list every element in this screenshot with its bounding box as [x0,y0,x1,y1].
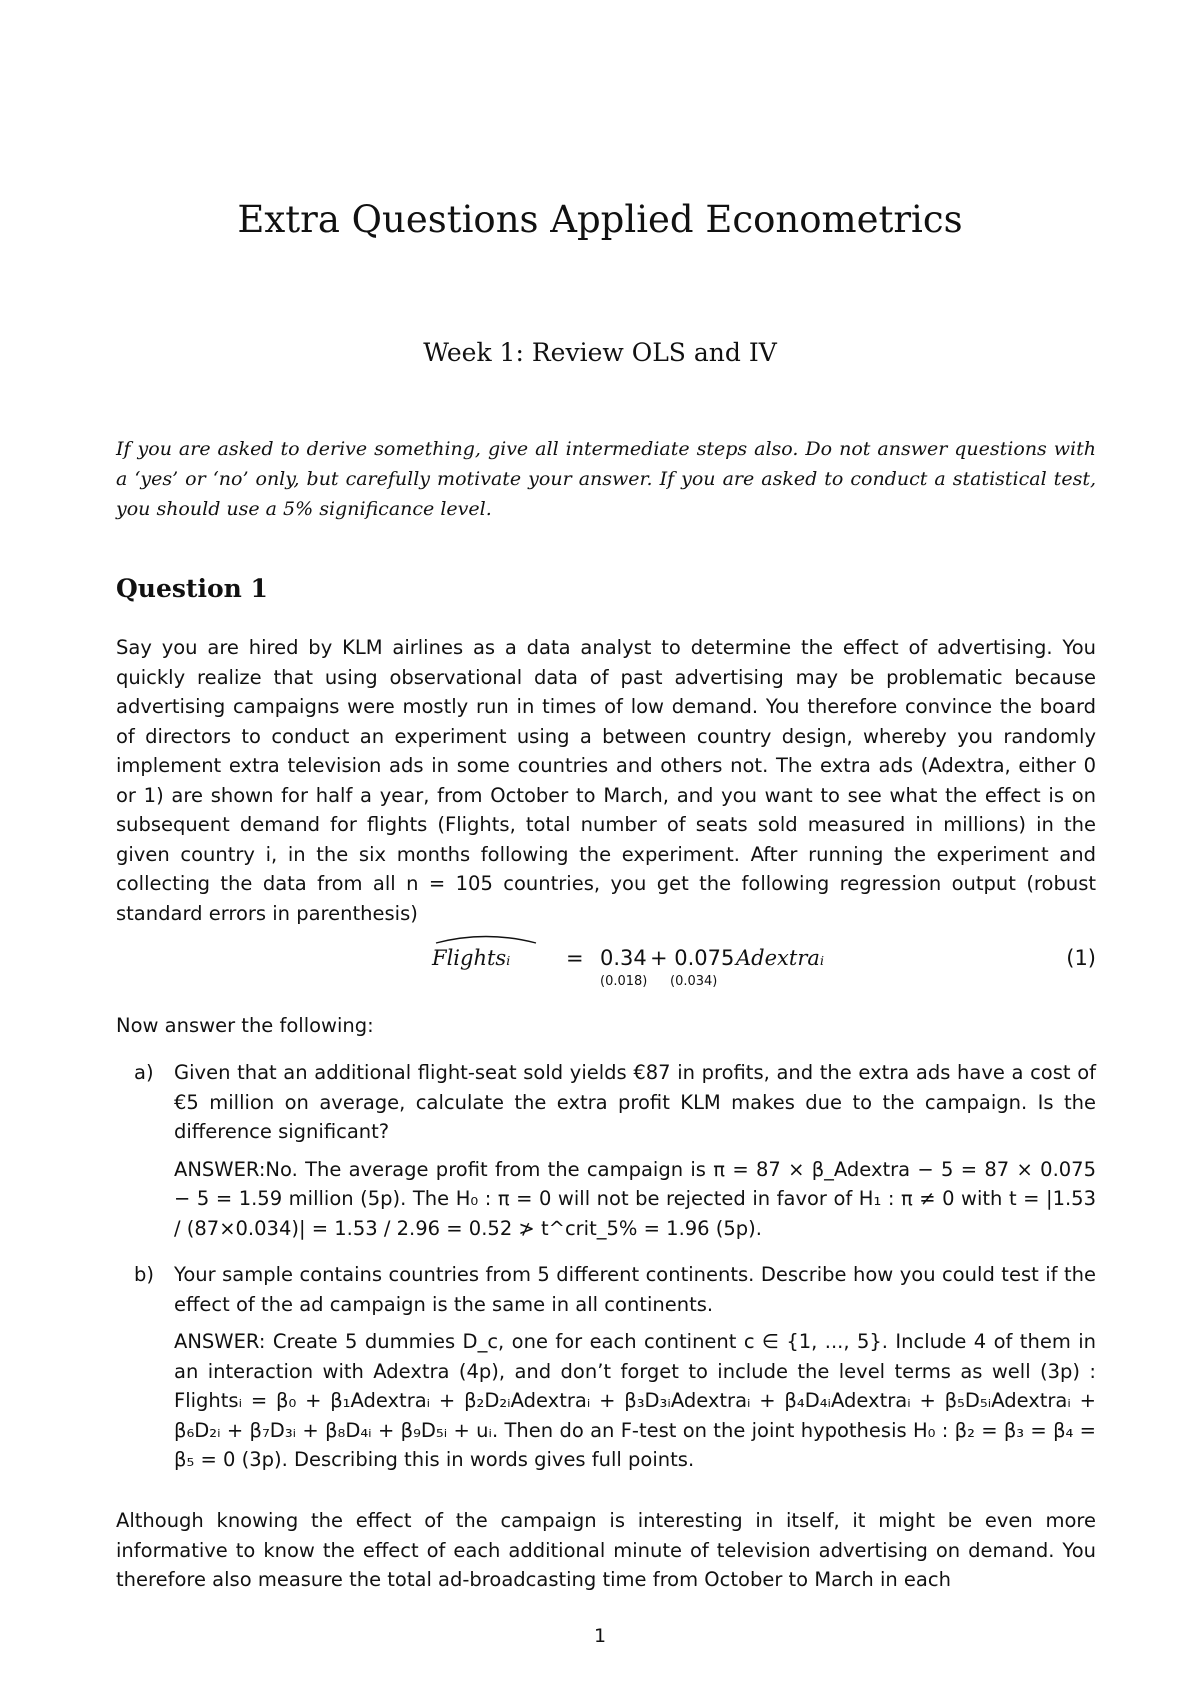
part-b-question: Your sample contains countries from 5 different continents. Describe how you could test if the effect of the ad campaign is the same in all continents. [174,1263,1096,1316]
slope-estimate: + 0.075 [650,946,735,970]
slope-standard-error: (0.034) [670,974,718,989]
equation-equals: = [566,946,584,970]
part-a-question: Given that an additional flight-seat sold yields €87 in profits, and the extra ads have a cost of €5 million on average, calculate the extra profit KLM makes due to the campaign. Is the difference significant? [174,1061,1096,1143]
hat-accent [434,934,538,944]
instructions-paragraph: If you are asked to derive something, give all intermediate steps also. Do not answer questions with a ‘yes’ or ‘no’ only, but carefully motivate your answer. If you are asked to conduct a statistical test, you should use a 5% significance level. [116,438,1096,520]
intercept-standard-error: (0.018) [600,974,648,989]
page-number: 1 [593,1625,607,1647]
closing-paragraph: Although knowing the effect of the campaign is interesting in itself, it might be even more informative to know the effect of each additional minute of television advertising on demand. You therefore also measure the total ad-broadcasting time from October to March in each [116,1509,1096,1591]
question-intro-paragraph: Say you are hired by KLM airlines as a data analyst to determine the effect of advertising. You quickly realize that using observational data of past advertising may be problematic because advertising campaigns were mostly run in times of low demand. You therefore convince the board of directors to conduct an experiment using a between country design, whereby you randomly implement extra television ads in some countries and others not. The extra ads (Adextra, either 0 or 1) are shown for half a year, from October to March, and you want to see what the effect is on subsequent demand for flights (Flights, total number of seats sold measured in millions) in the given country i, in the six months following the experiment. After running the experiment and collecting the data from all n = 105 countries, you get the following regression output (robust standard errors in parenthesis) [116,636,1096,925]
part-a-label: a) [134,1061,154,1084]
equation-regressor: Adextraᵢ [736,946,825,970]
part-a-answer: ANSWER:No. The average profit from the campaign is π = 87 × β_Adextra − 5 = 87 × 0.075 − 5 = 1.59 million (5p). The H₀ : π = 0 will not be rejected in favor of H₁ : π ≠ 0 with t = |1.53 / (87×0.034)| = 1.53 / 2.96 = 0.52 ≯ t^crit_5% = 1.96 (5p). [174,1157,1096,1240]
part-b-body [174,1260,1096,1475]
part-b-label: b) [134,1263,154,1286]
document-title: Extra Questions Applied Econometrics [237,198,963,241]
regression-equation [116,940,1096,1000]
intercept-estimate: 0.34 [600,946,647,970]
equation-number: (1) [1066,946,1096,970]
equation-lhs: Flightsᵢ [432,946,511,970]
question-heading: Question 1 [116,574,268,603]
answer-prompt: Now answer the following: [116,1014,374,1037]
part-a-body [174,1058,1096,1243]
document-subtitle: Week 1: Review OLS and IV [423,338,777,367]
part-b-answer: ANSWER: Create 5 dummies D_c, one for each continent c ∈ {1, ..., 5}. Include 4 of them in an interaction with Adextra (4p), and don’t forget to include the level terms as well (3p) : Flightsᵢ = β₀ + β₁Adextraᵢ + β₂D₂ᵢAdextraᵢ + β₃D₃ᵢAdextraᵢ + β₄D₄ᵢAdextraᵢ + β₅D₅ᵢAdextraᵢ + β₆D₂ᵢ + β₇D₃ᵢ + β₈D₄ᵢ + β₉D₅ᵢ + uᵢ. Then do an F-test on the joint hypothesis H₀ : β₂ = β₃ = β₄ = β₅ = 0 (3p). Describing this in words gives full points. [174,1330,1096,1471]
